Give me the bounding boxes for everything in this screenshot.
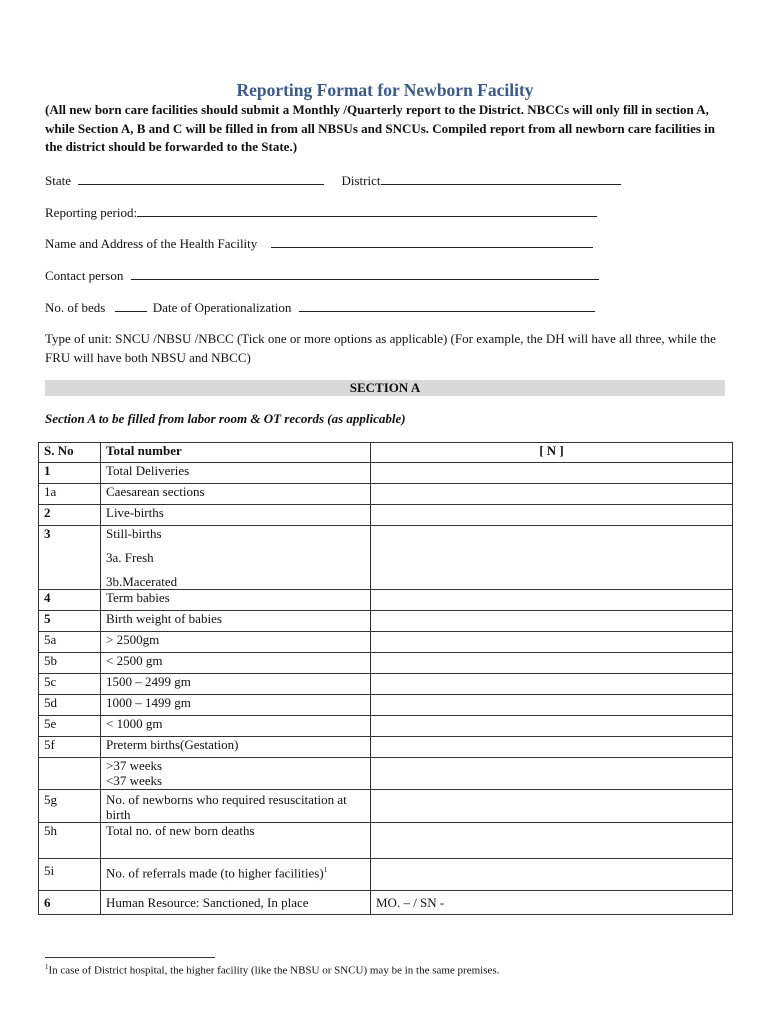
table-row xyxy=(39,758,733,790)
unit-type-text: Type of unit: SNCU /NBSU /NBCC (Tick one or more options as applicable) (For example, the DH will have all three, while the FRU will have both NBSU and NBCC) xyxy=(45,331,716,365)
row-value-cell[interactable] xyxy=(371,758,733,790)
row-value-cell[interactable] xyxy=(371,674,733,695)
beds-label: No. of beds xyxy=(45,300,106,315)
intro-paragraph: (All new born care facilities should submit a Monthly /Quarterly report to the District. NBCCs will only fill in section A, while Section A, B and C will be filled in from all NBSUs and SNCUs. Compiled report from all newborn care facilities in the district should be forwarded to the State.) xyxy=(45,102,716,154)
row-value-cell[interactable] xyxy=(371,653,733,674)
fresh-label: 3a. Fresh xyxy=(106,550,154,565)
row-label: Human Resource: Sanctioned, In place xyxy=(101,891,371,915)
row-sno: 4 xyxy=(39,590,101,611)
district-field[interactable] xyxy=(381,172,621,185)
table-row xyxy=(39,526,733,590)
row-value-cell[interactable] xyxy=(371,505,733,526)
facility-row xyxy=(45,235,593,252)
table-row xyxy=(39,891,733,915)
row-sno: 5d xyxy=(39,695,101,716)
row-value-cell[interactable] xyxy=(371,823,733,859)
table-row xyxy=(39,463,733,484)
row-label: Live-births xyxy=(101,505,371,526)
row-sno: 5 xyxy=(39,611,101,632)
district-label: District xyxy=(341,173,381,188)
footnote-mark: 1 xyxy=(45,963,49,971)
contact-label: Contact person xyxy=(45,268,124,283)
over-37-weeks-label: >37 weeks xyxy=(106,758,163,773)
row-label: Caesarean sections xyxy=(101,484,371,505)
row-sno: 5i xyxy=(39,859,101,891)
table-row xyxy=(39,611,733,632)
row-value-cell[interactable] xyxy=(371,716,733,737)
hr-value-cell[interactable]: MO. – / SN - xyxy=(371,891,733,915)
n-header: [ N ] xyxy=(371,443,733,463)
row-value-cell[interactable] xyxy=(371,790,733,823)
reporting-period-label: Reporting period: xyxy=(45,205,138,220)
table-row xyxy=(39,505,733,526)
row-sno: 5h xyxy=(39,823,101,859)
contact-row xyxy=(45,267,599,284)
row-label: < 2500 gm xyxy=(101,653,371,674)
row-value-cell[interactable] xyxy=(371,611,733,632)
document-title: Reporting Format for Newborn Facility xyxy=(236,80,534,100)
contact-field[interactable] xyxy=(131,267,599,280)
row-label: Total Deliveries xyxy=(101,463,371,484)
row-value-cell[interactable] xyxy=(371,526,733,590)
state-field[interactable] xyxy=(78,172,324,185)
table-row xyxy=(39,653,733,674)
total-number-header: Total number xyxy=(101,443,371,463)
table-row xyxy=(39,484,733,505)
row-value-cell[interactable] xyxy=(371,590,733,611)
section-a-note: Section A to be filled from labor room & OT records (as applicable) xyxy=(45,411,406,426)
row-sno xyxy=(39,758,101,790)
row-label xyxy=(101,526,371,590)
row-label: 1500 – 2499 gm xyxy=(101,674,371,695)
row-sno: 5a xyxy=(39,632,101,653)
under-37-weeks-label: <37 weeks xyxy=(106,773,163,788)
row-sno: 5c xyxy=(39,674,101,695)
footnote-divider xyxy=(45,957,215,958)
row-sno: 5b xyxy=(39,653,101,674)
row-value-cell[interactable] xyxy=(371,737,733,758)
row-sno: 6 xyxy=(39,891,101,915)
row-label xyxy=(101,859,371,891)
row-label: Total no. of new born deaths xyxy=(101,823,371,859)
state-district-row xyxy=(45,172,621,189)
reporting-period-row xyxy=(45,204,597,221)
row-sno: 5e xyxy=(39,716,101,737)
row-sno: 2 xyxy=(39,505,101,526)
state-label: State xyxy=(45,173,71,188)
referrals-label: No. of referrals made (to higher facilities) xyxy=(106,865,324,881)
macerated-label: 3b.Macerated xyxy=(106,574,178,589)
row-value-cell[interactable] xyxy=(371,695,733,716)
row-label: No. of newborns who required resuscitation at birth xyxy=(101,790,371,823)
table-row xyxy=(39,859,733,891)
row-value-cell[interactable] xyxy=(371,484,733,505)
facility-field[interactable] xyxy=(271,235,593,248)
beds-date-row xyxy=(45,299,595,316)
row-sno: 1a xyxy=(39,484,101,505)
row-label xyxy=(101,758,371,790)
footnote-text: In case of District hospital, the higher facility (like the NBSU or SNCU) may be in the same premises. xyxy=(48,964,500,977)
row-label: > 2500gm xyxy=(101,632,371,653)
footnote xyxy=(45,963,499,977)
facility-label: Name and Address of the Health Facility xyxy=(45,236,258,251)
date-field[interactable] xyxy=(299,299,595,312)
table-row xyxy=(39,823,733,859)
row-sno: 3 xyxy=(39,526,101,590)
row-value-cell[interactable] xyxy=(371,859,733,891)
section-a-header: SECTION A xyxy=(45,380,725,396)
row-label: Term babies xyxy=(101,590,371,611)
date-label: Date of Operationalization xyxy=(152,300,292,315)
table-row xyxy=(39,590,733,611)
row-sno: 5f xyxy=(39,737,101,758)
footnote-ref: 1 xyxy=(323,866,328,874)
sno-header: S. No xyxy=(39,443,101,463)
table-row xyxy=(39,790,733,823)
section-a-table xyxy=(38,442,733,915)
table-row xyxy=(39,674,733,695)
row-sno: 1 xyxy=(39,463,101,484)
row-value-cell[interactable] xyxy=(371,632,733,653)
table-row xyxy=(39,695,733,716)
reporting-period-field[interactable] xyxy=(137,204,597,217)
beds-field[interactable] xyxy=(115,299,147,312)
table-row xyxy=(39,737,733,758)
table-row xyxy=(39,632,733,653)
row-label: Preterm births(Gestation) xyxy=(101,737,371,758)
row-label: Birth weight of babies xyxy=(101,611,371,632)
row-sno: 5g xyxy=(39,790,101,823)
row-label: 1000 – 1499 gm xyxy=(101,695,371,716)
still-births-label: Still-births xyxy=(106,526,162,541)
table-row xyxy=(39,716,733,737)
table-header-row xyxy=(39,443,733,463)
row-value-cell[interactable] xyxy=(371,463,733,484)
row-label: < 1000 gm xyxy=(101,716,371,737)
